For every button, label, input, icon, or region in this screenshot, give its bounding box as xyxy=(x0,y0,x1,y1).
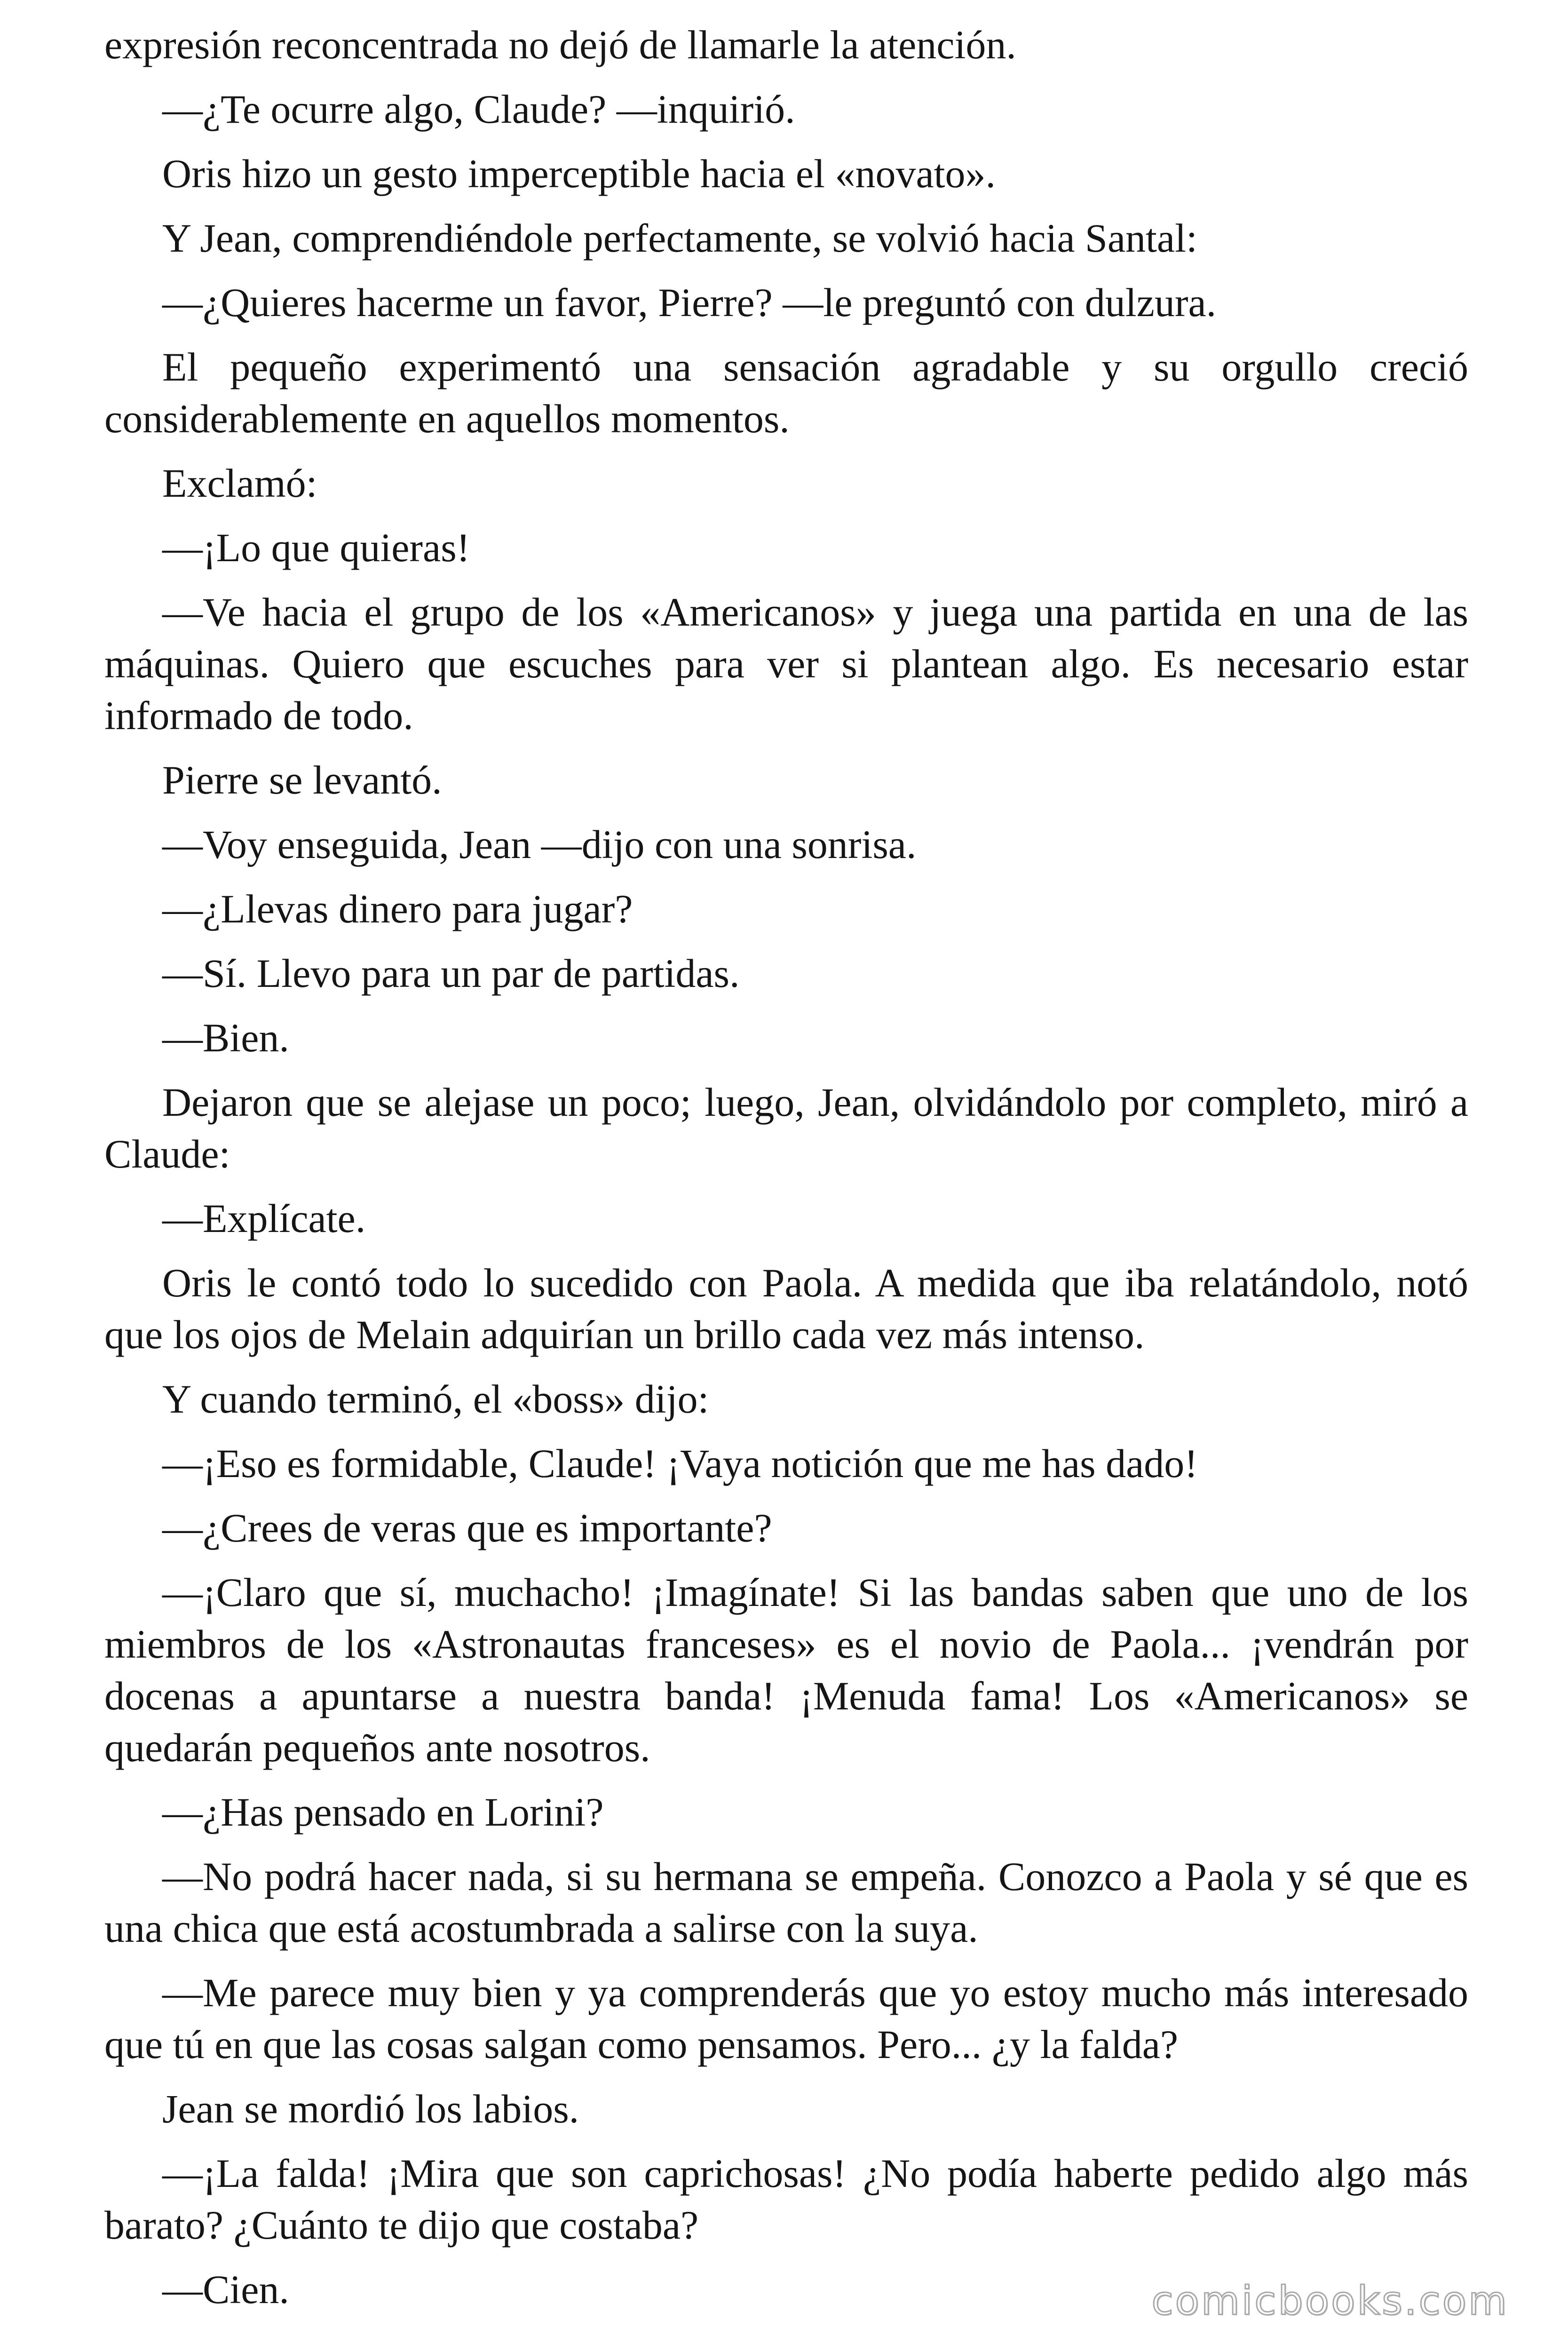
paragraph: Dejaron que se alejase un poco; luego, Jean, olvidándolo por completo, miró a Claude: xyxy=(104,1080,1468,1176)
paragraph: —Cien. xyxy=(162,2267,289,2312)
paragraph: El pequeño experimentó una sensación agradable y su orgullo creció considerablemente en aquellos momentos. xyxy=(104,344,1468,441)
paragraph: —¡Eso es formidable, Claude! ¡Vaya notición que me has dado! xyxy=(162,1441,1198,1486)
paragraph: Pierre se levantó. xyxy=(162,757,442,803)
paragraph: —¿Has pensado en Lorini? xyxy=(162,1789,604,1835)
paragraph: —¿Llevas dinero para jugar? xyxy=(162,886,633,931)
paragraph: —Me parece muy bien y ya comprenderás que yo estoy mucho más interesado que tú en que las cosas salgan como pensamos. Pero... ¿y la falda? xyxy=(104,1970,1468,2067)
paragraph: Y cuando terminó, el «boss» dijo: xyxy=(162,1376,709,1422)
paragraph: —No podrá hacer nada, si su hermana se empeña. Conozco a Paola y sé que es una chica que está acostumbrada a salirse con la suya. xyxy=(104,1854,1468,1951)
paragraph: expresión reconcentrada no dejó de llamarle la atención. xyxy=(104,22,1016,67)
paragraph: —¿Crees de veras que es importante? xyxy=(162,1505,772,1550)
paragraph: —Sí. Llevo para un par de partidas. xyxy=(162,951,740,996)
paragraph: —¡Lo que quieras! xyxy=(162,525,470,570)
paragraph: Exclamó: xyxy=(162,461,317,506)
paragraph: Jean se mordió los labios. xyxy=(162,2086,579,2131)
page-text xyxy=(104,19,1468,2328)
paragraph: —¡La falda! ¡Mira que son caprichosas! ¿No podía haberte pedido algo más barato? ¿Cuánto te dijo que costaba? xyxy=(104,2151,1468,2248)
paragraph: —Explícate. xyxy=(162,1196,366,1241)
paragraph: —¿Quieres hacerme un favor, Pierre? —le preguntó con dulzura. xyxy=(162,280,1217,325)
paragraph: —Voy enseguida, Jean —dijo con una sonrisa. xyxy=(162,822,917,867)
paragraph: —¡Claro que sí, muchacho! ¡Imagínate! Si las bandas saben que uno de los miembros de los «Astronautas franceses» es el novio de Paola... ¡vendrán por docenas a apuntarse a nuestra banda! ¡Menuda fama! Los «Americanos» se quedarán pequeños ante nosotros. xyxy=(104,1570,1468,1770)
paragraph: —Ve hacia el grupo de los «Americanos» y juega una partida en una de las máquinas. Quiero que escuches para ver si plantean algo. Es necesario estar informado de todo. xyxy=(104,589,1468,738)
paragraph: —Bien. xyxy=(162,1015,289,1060)
paragraph: Y Jean, comprendiéndole perfectamente, se volvió hacia Santal: xyxy=(162,215,1197,261)
watermark: comicbooks.com xyxy=(1151,2278,1509,2324)
paragraph: —¿Te ocurre algo, Claude? —inquirió. xyxy=(162,87,795,132)
paragraph: Oris hizo un gesto imperceptible hacia el «novato». xyxy=(162,151,996,196)
paragraph: Oris le contó todo lo sucedido con Paola. A medida que iba relatándolo, notó que los ojos de Melain adquirían un brillo cada vez más intenso. xyxy=(104,1260,1468,1357)
